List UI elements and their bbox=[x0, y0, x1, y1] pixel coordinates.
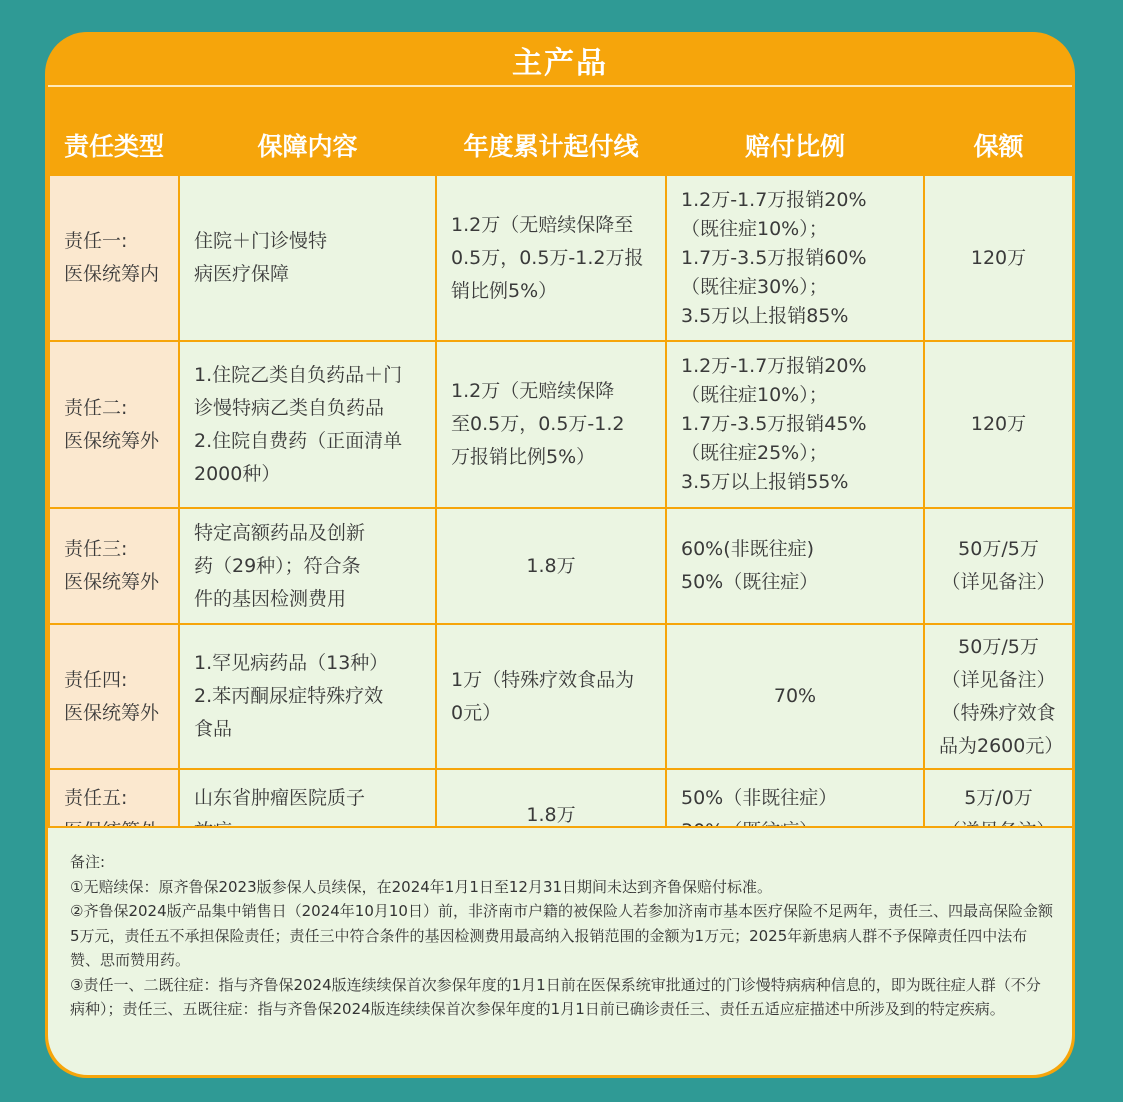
cell-line: 1.7万-3.5万报销60% bbox=[681, 246, 867, 269]
cell-line: 2.苯丙酮尿症特殊疗效 bbox=[194, 685, 384, 707]
cell-line: 药（29种）；符合条 bbox=[194, 554, 361, 577]
title-divider bbox=[48, 85, 1072, 87]
cell-line: 60%(非既往症) bbox=[681, 538, 815, 560]
cell-amount bbox=[924, 508, 1072, 624]
cell-line: 责任一: bbox=[64, 230, 128, 252]
product-card-inner bbox=[48, 32, 1072, 1075]
cell-deductible bbox=[436, 175, 666, 341]
table-row bbox=[49, 175, 1072, 341]
cell-line: 50万/5万 bbox=[958, 538, 1039, 560]
cell-line: 1.2万（无赔续保降至 bbox=[451, 213, 634, 236]
cell-line: 1.2万-1.7万报销20% bbox=[681, 188, 867, 211]
header-amount: 保额 bbox=[924, 116, 1072, 175]
note-item: ②齐鲁保2024版产品集中销售日（2024年10月10日）前，非济南市户籍的被保险人若参加济南市基本医疗保险不足两年，责任三、四最高保险金额5万元，责任五不承担保险责任；责任三中符合条件的基因检测费用最高纳入报销范围的金额为1万元；2025年新患病人群不予保障责任四中法布赞、思而赞用药。 bbox=[70, 902, 1053, 969]
cell-line: 50万/5万 bbox=[958, 635, 1039, 658]
cell-type bbox=[49, 624, 179, 769]
notes-section bbox=[48, 826, 1072, 1075]
cell-line: （特殊疗效食 bbox=[941, 701, 1056, 724]
cell-line: 食品 bbox=[194, 718, 233, 740]
cell-deductible bbox=[436, 508, 666, 624]
cell-content bbox=[179, 175, 436, 341]
cell-line: 销比例5%） bbox=[451, 279, 558, 302]
table-row bbox=[49, 508, 1072, 624]
cell-line: 120万 bbox=[970, 413, 1027, 435]
notes-heading: 备注: bbox=[70, 853, 106, 871]
product-card bbox=[45, 32, 1075, 1078]
cell-line: 医保统筹外 bbox=[64, 429, 160, 452]
cell-line: 50%（既往症） bbox=[681, 571, 819, 593]
cell-line: 2000种） bbox=[194, 462, 281, 485]
cell-line: 诊慢特病乙类自负药品 bbox=[194, 396, 385, 419]
header-type: 责任类型 bbox=[49, 116, 179, 175]
header-content: 保障内容 bbox=[179, 116, 436, 175]
cell-line: （既往症25%）； bbox=[681, 442, 828, 464]
cell-line: 70% bbox=[773, 685, 817, 707]
cell-line: 1.8万 bbox=[526, 554, 576, 577]
cell-line: （既往症10%）； bbox=[681, 217, 828, 240]
cell-line: 万报销比例5%） bbox=[451, 446, 596, 468]
cell-line: 至0.5万，0.5万-1.2 bbox=[451, 413, 625, 435]
cell-line: 2.住院自费药（正面清单 bbox=[194, 429, 403, 452]
cell-line: 120万 bbox=[970, 246, 1027, 269]
page-title: 主产品 bbox=[512, 46, 608, 81]
table-row bbox=[49, 624, 1072, 769]
cell-line: 责任四: bbox=[64, 668, 128, 691]
cell-content bbox=[179, 624, 436, 769]
cell-ratio bbox=[666, 175, 924, 341]
cell-line: （详见备注） bbox=[941, 668, 1056, 691]
cell-line: 责任三: bbox=[64, 538, 128, 560]
cell-line: 特定高额药品及创新 bbox=[194, 521, 366, 544]
cell-line: 1.2万-1.7万报销20% bbox=[681, 355, 867, 377]
cell-line: 病医疗保障 bbox=[194, 263, 290, 285]
note-item: ③责任一、二既往症：指与齐鲁保2024版连续续保首次参保年度的1月1日前在医保系统审批通过的门诊慢特病病种信息的，即为既往症人群（不分病种）；责任三、五既往症：指与齐鲁保2024版连续续保首次参保年度的1月1日前已确诊责任三、责任五适应症描述中所涉及到的特定疾病。 bbox=[70, 975, 1041, 1018]
cell-line: 0.5万，0.5万-1.2万报 bbox=[451, 246, 644, 269]
cell-line: 医保统筹内 bbox=[64, 263, 160, 285]
cell-line: 品为2600元） bbox=[939, 734, 1064, 757]
cell-line: 山东省肿瘤医院质子 bbox=[194, 787, 366, 809]
cell-type bbox=[49, 508, 179, 624]
cell-ratio bbox=[666, 624, 924, 769]
cell-amount bbox=[924, 341, 1072, 508]
cell-line: 3.5万以上报销55% bbox=[681, 471, 849, 493]
cell-amount bbox=[924, 624, 1072, 769]
cell-line: 1.住院乙类自负药品＋门 bbox=[194, 363, 403, 386]
cell-line: 0元） bbox=[451, 701, 502, 724]
cell-line: 1.8万 bbox=[526, 803, 576, 826]
coverage-table bbox=[48, 116, 1072, 862]
cell-deductible bbox=[436, 624, 666, 769]
cell-line: 1.7万-3.5万报销45% bbox=[681, 413, 867, 435]
cell-type bbox=[49, 341, 179, 508]
cell-line: 1.2万（无赔续保降 bbox=[451, 380, 615, 402]
cell-ratio bbox=[666, 508, 924, 624]
header-deductible: 年度累计起付线 bbox=[436, 116, 666, 175]
table-row bbox=[49, 341, 1072, 508]
cell-content bbox=[179, 508, 436, 624]
cell-amount bbox=[924, 175, 1072, 341]
cell-line: 责任五: bbox=[64, 787, 128, 809]
cell-line: 1万（特殊疗效食品为 bbox=[451, 668, 635, 691]
cell-line: （既往症10%）； bbox=[681, 384, 828, 406]
cell-deductible bbox=[436, 341, 666, 508]
header-ratio: 赔付比例 bbox=[666, 116, 924, 175]
cell-ratio bbox=[666, 341, 924, 508]
cell-line: 50%（非既往症） bbox=[681, 787, 838, 809]
note-item: ①无赔续保：原齐鲁保2023版参保人员续保，在2024年1月1日至12月31日期间未达到齐鲁保赔付标准。 bbox=[70, 877, 773, 896]
cell-line: （既往症30%）； bbox=[681, 275, 828, 298]
cell-line: 件的基因检测费用 bbox=[194, 587, 347, 610]
table-header-row bbox=[49, 116, 1072, 175]
cell-line: 住院＋门诊慢特 bbox=[194, 230, 328, 252]
cell-line: （详见备注） bbox=[941, 571, 1056, 593]
cell-type bbox=[49, 175, 179, 341]
cell-line: 1.罕见病药品（13种） bbox=[194, 652, 389, 674]
cell-line: 医保统筹外 bbox=[64, 571, 160, 593]
cell-line: 3.5万以上报销85% bbox=[681, 304, 849, 327]
cell-content bbox=[179, 341, 436, 508]
cell-line: 5万/0万 bbox=[964, 787, 1033, 809]
cell-line: 医保统筹外 bbox=[64, 701, 160, 724]
cell-line: 责任二: bbox=[64, 396, 128, 419]
